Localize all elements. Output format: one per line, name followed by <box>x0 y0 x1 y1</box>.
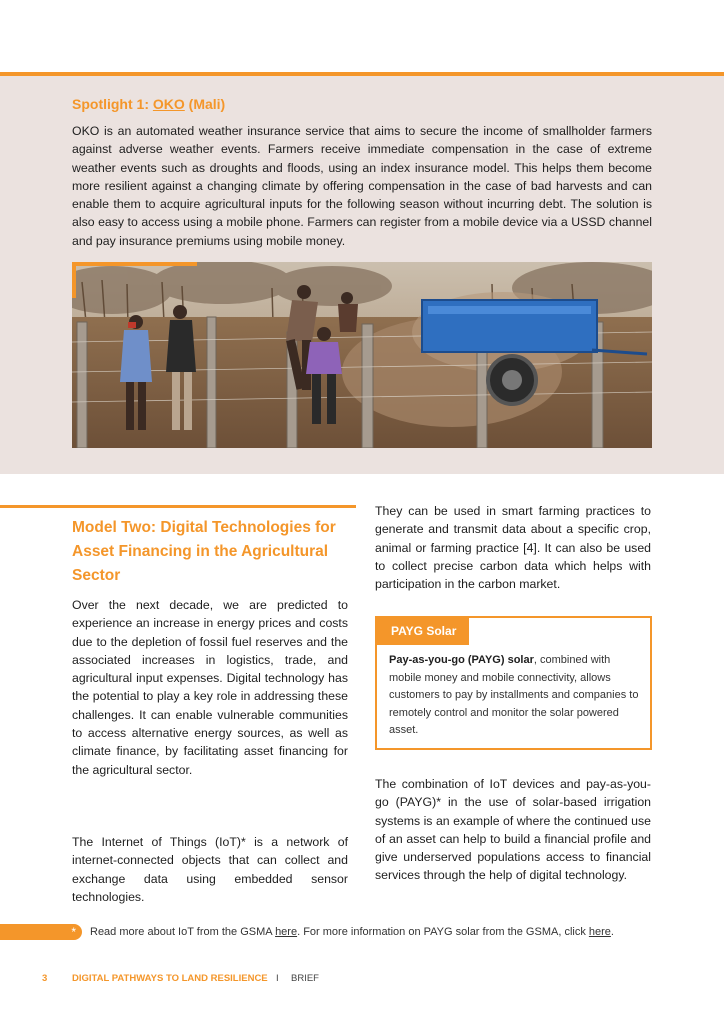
model-two-paragraph-payg: The combination of IoT devices and pay-as-you-go (PAYG)* in the use of solar-based irrigation systems is an example of where the continued use of an asset can help to build a financial profile and give underserved populations access to financial services through the help of digital technology. <box>375 777 651 883</box>
payg-solar-text: Pay-as-you-go (PAYG) solar, combined with mobile money and mobile connectivity, allows customers to pay by installments and companies to remotely control and monitor the solar powered asset. <box>389 654 639 736</box>
footnote-star-marker: * <box>0 924 82 940</box>
running-doc-type: BRIEF <box>291 973 319 984</box>
model-two-heading: Model Two: Digital Technologies for Asset Financing in the Agricultural Sector <box>72 519 336 584</box>
footnote-text: Read more about IoT from the GSMA here. For more information on PAYG solar from the GSMA, click here. <box>90 926 614 938</box>
payg-solar-callout <box>375 616 652 750</box>
spotlight-title: Spotlight 1: OKO (Mali) <box>72 96 226 112</box>
spotlight-body: OKO is an automated weather insurance service that aims to secure the income of smallholder farmers against adverse weather events. Farmers receive immediate compensation in the case of extreme weather events such as droughts and floods, using an index insurance model. This helps them become more resilient against a changing climate by offering compensation in the case of bad harvests and can enable them to acquire agricultural inputs for the following season without incurring debt. The solution is also easy to access using a mobile phone. Farmers can register from a mobile device via a USSD channel and pay insurance premiums using mobile money. <box>72 124 652 248</box>
page-number: 3 <box>42 973 48 984</box>
footnote-payg-link[interactable]: here <box>588 926 611 938</box>
running-title: DIGITAL PATHWAYS TO LAND RESILIENCE <box>72 973 268 984</box>
footnote-iot-link[interactable]: here <box>275 926 298 938</box>
running-separator: I <box>276 973 279 984</box>
model-two-paragraph-iot: The Internet of Things (IoT)* is a network of internet-connected objects that can collect and exchange data using embedded sensor technologies. <box>72 835 348 904</box>
spotlight-oko-link[interactable]: OKO <box>152 96 185 112</box>
model-two-paragraph-smart-farming: They can be used in smart farming practices to generate and transmit data about a specific crop, animal or farming practice [4]. It can also be used to collect precise carbon data which helps with participation in the carbon market. <box>375 504 651 592</box>
model-two-paragraph-energy: Over the next decade, we are predicted to experience an increase in energy prices and costs due to the depletion of fossil fuel reserves and the associated increases in logistics, trade, and agricultural input expenses. Digital technology has the potential to play a key role in addressing these challenges. It can enable vulnerable communities to access alternative energy sources, as well as climate finance, by facilitating asset financing for the agricultural sector. <box>72 598 348 777</box>
farmers-photo <box>72 262 652 448</box>
payg-solar-tab: PAYG Solar <box>377 618 469 645</box>
model-two-rule <box>0 505 356 508</box>
payg-solar-bold-lead: Pay-as-you-go (PAYG) solar <box>389 654 534 666</box>
